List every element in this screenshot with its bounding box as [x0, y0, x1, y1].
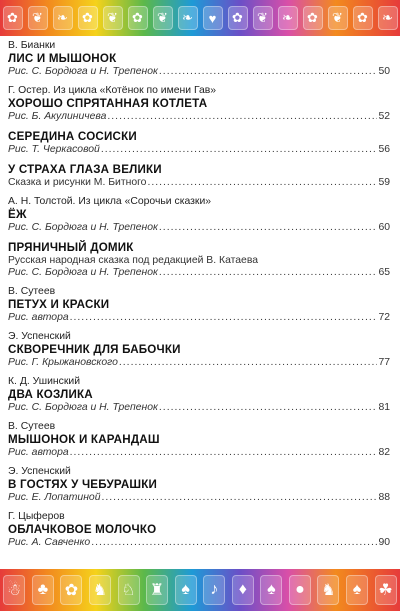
flower-icon: ✿	[60, 575, 82, 605]
entry-page-number: 56	[378, 143, 390, 155]
entry-title: В ГОСТЯХ У ЧЕБУРАШКИ	[8, 478, 158, 491]
flower-icon: ✿	[3, 6, 23, 30]
flower-icon: ✿	[303, 6, 323, 30]
leaf-icon: ❧	[378, 6, 398, 30]
entry-credit-line	[8, 312, 390, 325]
dot-leader	[147, 177, 377, 190]
entry-author: Э. Успенский	[8, 331, 71, 342]
dot-leader	[91, 537, 377, 550]
toc-entry	[8, 241, 390, 279]
entry-credit: Рис. С. Бордюга и Н. Трепенок	[8, 65, 158, 77]
entry-author: А. Н. Толстой. Из цикла «Сорочьи сказки»	[8, 196, 212, 207]
mushroom-icon: ♠	[346, 575, 368, 605]
entry-credit-line	[8, 177, 390, 190]
entry-author: Э. Успенский	[8, 466, 71, 477]
entry-credit: Рис. автора	[8, 311, 69, 323]
entry-credit-line	[8, 267, 390, 280]
dot-leader	[101, 144, 378, 157]
toc-entry	[8, 85, 390, 123]
dot-leader	[159, 402, 378, 415]
entry-page-number: 59	[378, 176, 390, 188]
toc-entry	[8, 466, 390, 504]
cow-icon: ♞	[317, 575, 339, 605]
entry-page-number: 72	[378, 311, 390, 323]
toc-entry	[8, 130, 390, 156]
entry-page-number: 88	[378, 491, 390, 503]
dot-leader	[159, 267, 378, 280]
fox-icon: ♦	[232, 575, 254, 605]
toc-entry	[8, 163, 390, 189]
entry-page-number: 81	[378, 401, 390, 413]
butterfly-icon: ❦	[103, 6, 123, 30]
toc-entry	[8, 331, 390, 369]
toc-entry	[8, 196, 390, 234]
entry-title: ПЕТУХ И КРАСКИ	[8, 298, 110, 311]
entry-credit: Рис. А. Савченко	[8, 536, 91, 548]
entry-title: ПРЯНИЧНЫЙ ДОМИК	[8, 241, 134, 254]
frog-icon: ☘	[375, 575, 397, 605]
entry-credit: Рис. Г. Крыжановского	[8, 356, 118, 368]
entry-credit: Рис. Е. Лопатиной	[8, 491, 101, 503]
entry-author: Г. Цыферов	[8, 511, 65, 522]
entry-credit-line	[8, 447, 390, 460]
butterfly-icon: ❦	[28, 6, 48, 30]
footer-decorative-band	[0, 569, 400, 611]
entry-title: ОБЛАЧКОВОЕ МОЛОЧКО	[8, 523, 157, 536]
entry-subtitle: Русская народная сказка под редакцией В. Катаева	[8, 254, 258, 266]
entry-author: К. Д. Ушинский	[8, 376, 80, 387]
dot-leader	[119, 357, 378, 370]
entry-page-number: 52	[378, 110, 390, 122]
entry-title: СЕРЕДИНА СОСИСКИ	[8, 130, 137, 143]
goat-icon: ♜	[146, 575, 168, 605]
toc-entry	[8, 421, 390, 459]
butterfly-icon: ❦	[253, 6, 273, 30]
entry-credit: Сказка и рисунки М. Битного	[8, 176, 147, 188]
entry-title: У СТРАХА ГЛАЗА ВЕЛИКИ	[8, 163, 162, 176]
entry-page-number: 82	[378, 446, 390, 458]
entry-credit: Рис. Т. Черкасовой	[8, 143, 100, 155]
toc-entry	[8, 286, 390, 324]
entry-author: Г. Остер. Из цикла «Котёнок по имени Гав»	[8, 85, 217, 96]
dot-leader	[70, 447, 378, 460]
entry-credit-line	[8, 402, 390, 415]
entry-title: ЁЖ	[8, 208, 27, 221]
entry-credit-line	[8, 537, 390, 550]
flower-icon: ✿	[228, 6, 248, 30]
bird-icon: ♪	[203, 575, 225, 605]
entry-page-number: 50	[378, 65, 390, 77]
leaf-icon: ❧	[53, 6, 73, 30]
dot-leader	[107, 111, 377, 124]
table-of-contents	[8, 40, 390, 556]
strawberry-icon: ♥	[203, 6, 223, 30]
leaf-icon: ❧	[278, 6, 298, 30]
entry-title: МЫШОНОК И КАРАНДАШ	[8, 433, 160, 446]
flower-icon: ✿	[128, 6, 148, 30]
entry-credit: Рис. С. Бордюга и Н. Трепенок	[8, 401, 158, 413]
entry-title: ДВА КОЗЛИКА	[8, 388, 93, 401]
entry-credit-line	[8, 357, 390, 370]
bunny-icon: ♣	[32, 575, 54, 605]
butterfly-icon: ❦	[328, 6, 348, 30]
entry-page-number: 65	[378, 266, 390, 278]
cow-icon: ♞	[89, 575, 111, 605]
entry-credit-line	[8, 66, 390, 79]
entry-page-number: 77	[378, 356, 390, 368]
toc-entry	[8, 376, 390, 414]
snowman-icon: ☃	[3, 575, 25, 605]
cat-icon: ♠	[175, 575, 197, 605]
entry-author: В. Сутеев	[8, 421, 56, 432]
toc-entry	[8, 40, 390, 78]
entry-title: ХОРОШО СПРЯТАННАЯ КОТЛЕТА	[8, 97, 208, 110]
leaf-icon: ❧	[178, 6, 198, 30]
flower-icon: ✿	[353, 6, 373, 30]
dot-leader	[159, 66, 378, 79]
toc-entry	[8, 511, 390, 549]
entry-credit-line	[8, 144, 390, 157]
dot-leader	[102, 492, 378, 505]
entry-page-number: 90	[378, 536, 390, 548]
flower-icon: ✿	[78, 6, 98, 30]
entry-title: ЛИС И МЫШОНОК	[8, 52, 117, 65]
entry-credit-line	[8, 222, 390, 235]
dot-leader	[70, 312, 378, 325]
butterfly-icon: ❦	[153, 6, 173, 30]
entry-credit: Рис. С. Бордюга и Н. Трепенок	[8, 266, 158, 278]
entry-author: В. Сутеев	[8, 286, 56, 297]
cat-icon: ♠	[260, 575, 282, 605]
dot-leader	[159, 222, 378, 235]
ladybug-icon: ●	[289, 575, 311, 605]
header-decorative-band	[0, 0, 400, 36]
entry-author: В. Бианки	[8, 40, 56, 51]
entry-credit: Рис. С. Бордюга и Н. Трепенок	[8, 221, 158, 233]
entry-page-number: 60	[378, 221, 390, 233]
entry-credit: Рис. Б. Акулиничева	[8, 110, 107, 122]
entry-credit-line	[8, 492, 390, 505]
entry-credit: Рис. автора	[8, 446, 69, 458]
dog-icon: ♘	[118, 575, 140, 605]
entry-credit-line	[8, 111, 390, 124]
entry-title: СКВОРЕЧНИК ДЛЯ БАБОЧКИ	[8, 343, 181, 356]
